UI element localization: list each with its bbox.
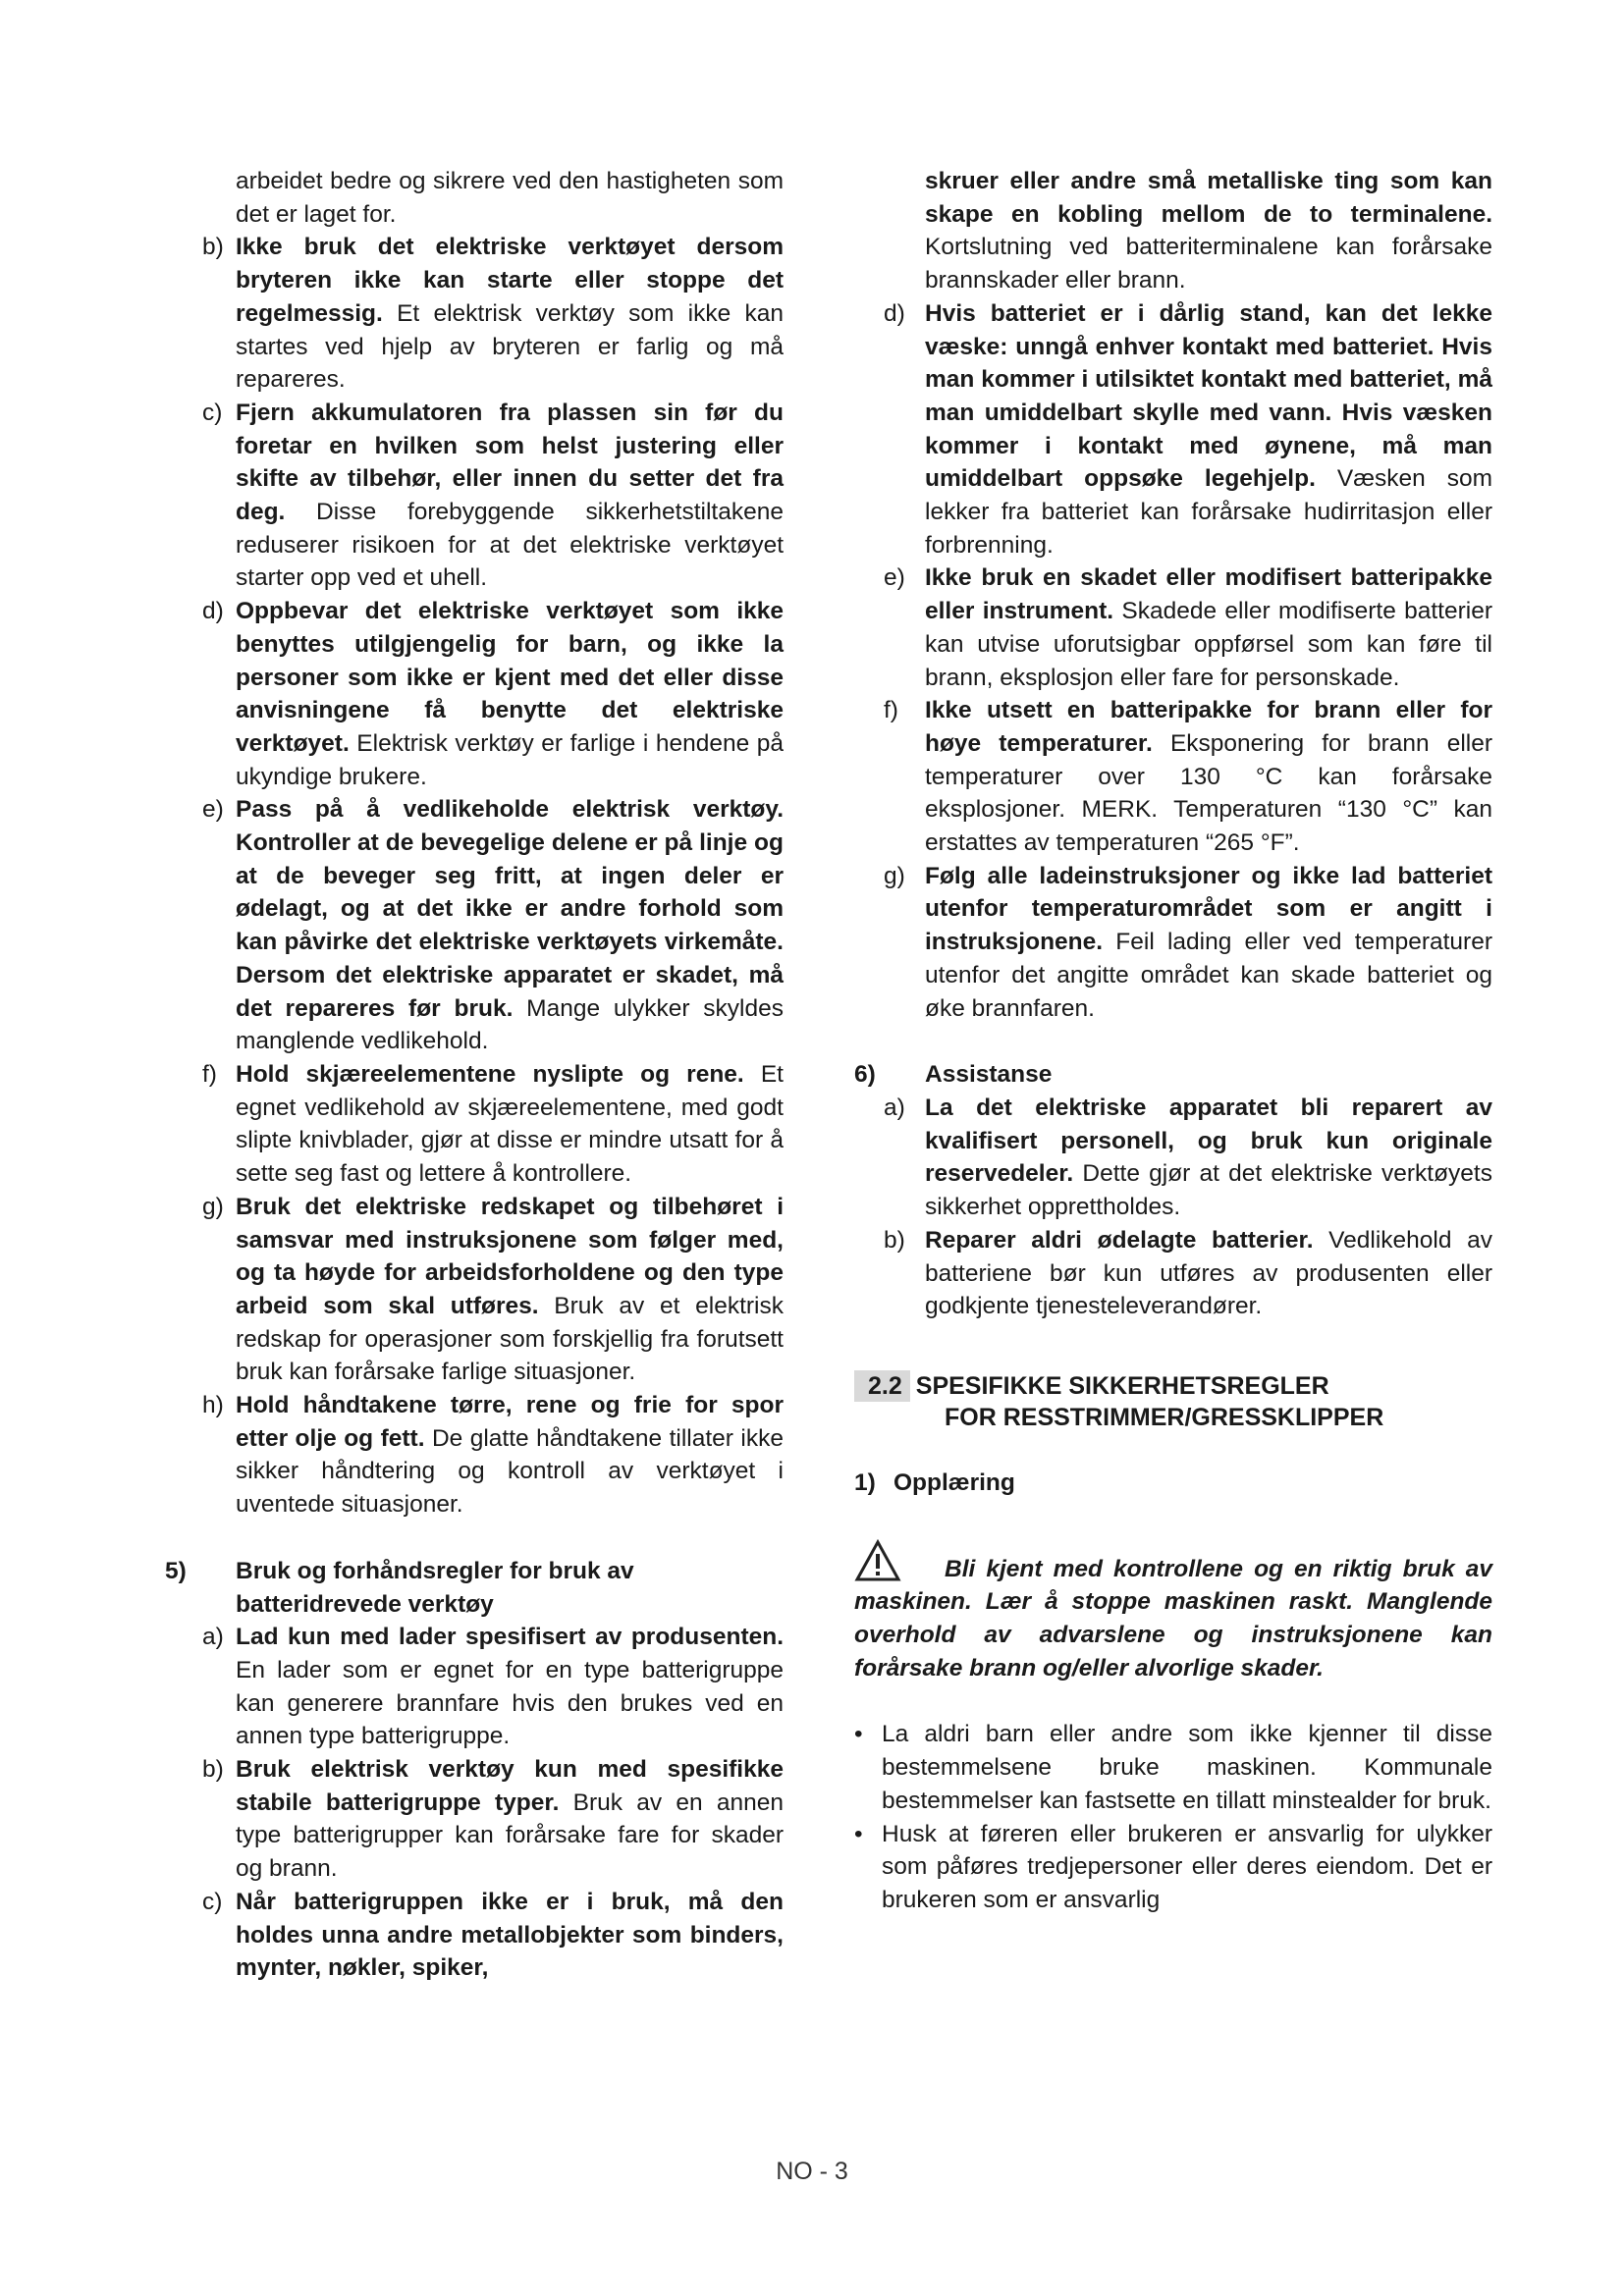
section-title: Bruk og forhåndsregler for bruk av batteridrevede verktøy — [236, 1557, 634, 1618]
item-label: a) — [202, 1624, 224, 1651]
section-heading-2-2 — [854, 1370, 1492, 1433]
bold-text: Ikke utsett en batteripakke for brann eller for høye temperaturer. — [925, 697, 1492, 757]
section-title: Opplæring — [893, 1468, 1015, 1496]
paragraph: arbeidet bedre og sikrere ved den hastigheten som det er laget for. — [236, 168, 784, 228]
body-text: Dette gjør at det elektriske verktøyets sikkerhet opprettholdes. — [925, 1160, 1492, 1221]
bold-text: Pass på å vedlikeholde elektrisk verktøy. Kontroller at de bevegelige delene er på linje og at de beveger seg fritt, at ingen deler er ødelagt, og at det ikke er andre forhold som kan påvirke det elektriske verktøyets virkemåte. Dersom det elektriske apparatet er skadet, må det repareres før bruk. — [236, 796, 784, 1022]
bullet-text: La aldri barn eller andre som ikke kjenner til disse bestemmelsene bruke maskinen. Kommunale bestemmelser kan fastsette en tillatt minstealder for bruk. — [882, 1721, 1492, 1814]
body-text: Væsken som lekker fra batteriet kan forårsake hudirritasjon eller forbrenning. — [925, 465, 1492, 559]
section-heading-5 — [165, 1555, 784, 1621]
item-label: a) — [884, 1094, 905, 1121]
section-label: 6) — [854, 1061, 876, 1089]
bold-text: Bruk det elektriske redskapet og tilbehøret i samsvar med instruksjonene som følger med, og ta høyde for arbeidsforholdene og den type arbeid som skal utføres. — [236, 1193, 784, 1319]
warning-paragraph — [854, 1539, 1492, 1685]
bold-text: Hold skjæreelementene nyslipte og rene. — [236, 1060, 744, 1088]
right-column — [854, 165, 1492, 1917]
bullet-icon: • — [854, 1820, 863, 1847]
body-text: De glatte håndtakene tillater ikke sikker håndtering og kontroll av verktøyet i uventede situasjoner. — [236, 1424, 784, 1519]
item-label: h) — [202, 1392, 224, 1419]
list-item — [194, 793, 784, 1058]
list-item — [854, 561, 1492, 694]
list-item — [194, 595, 784, 793]
item-label: e) — [884, 564, 905, 592]
list-item — [194, 231, 784, 397]
item-label: g) — [884, 862, 905, 889]
bold-text: Ikke bruk en skadet eller modifisert batteripakke eller instrument. — [925, 564, 1492, 625]
bold-text: Lad kun med lader spesifisert av produsenten. — [236, 1624, 784, 1651]
bullet-item — [854, 1818, 1492, 1917]
body-text: En lader som er egnet for en type batterigruppe kan generere brannfare hvis den brukes ved en annen type batterigruppe. — [236, 1656, 784, 1750]
body-text: Et egnet vedlikehold av skjæreelementene, med godt slipte knivblader, gjør at disse er mindre utsatt for å sette seg fast og lettere å kontrollere. — [236, 1060, 784, 1188]
section-number: 2.2 — [854, 1370, 910, 1402]
warning-text: Bli kjent med kontrollene og en riktig bruk av maskinen. Lær å stoppe maskinen raskt. Manglende overhold av advarslene og instruksjonene kan forårsake brann og/eller alvorlige skader. — [854, 1555, 1492, 1682]
item-label: b) — [884, 1226, 905, 1254]
body-text: Kortslutning ved batteriterminalene kan forårsake brannskader eller brann. — [925, 234, 1492, 294]
body-text: Et elektrisk verktøy som ikke kan startes ved hjelp av bryteren er farlig og må repareres. — [236, 299, 784, 394]
heading-line-1: SPESIFIKKE SIKKERHETSREGLER — [915, 1371, 1329, 1400]
item-label: d) — [202, 598, 224, 625]
item-label: c) — [202, 399, 223, 426]
body-text: Feil lading eller ved temperaturer utenfor det angitte området kan skade batteriet og øke brannfaren. — [925, 929, 1492, 1022]
bullet-icon: • — [854, 1721, 863, 1748]
bold-text: Fjern akkumulatoren fra plassen sin før du foretar en hvilken som helst justering eller skifte av tilbehør, eller innen du setter det fra deg. — [236, 399, 784, 526]
body-text: Skadede eller modifiserte batterier kan utvise uforutsigbar oppførsel som kan føre til brann, eksplosjon eller fare for personskade. — [925, 598, 1492, 691]
page-number: NO - 3 — [776, 2158, 848, 2185]
body-text: Bruk av et elektrisk redskap for operasjoner som forskjellig fra forutsett bruk kan forårsake farlige situasjoner. — [236, 1292, 784, 1386]
item-label: b) — [202, 234, 224, 261]
bold-text: Når batterigruppen ikke er i bruk, må den holdes unna andre metallobjekter som binders, mynter, nøkler, spiker, — [236, 1888, 784, 1982]
bold-text: Ikke bruk det elektriske verktøyet dersom bryteren ikke kan starte eller stoppe det regelmessig. — [236, 234, 784, 327]
list-item — [194, 1389, 784, 1522]
list-item — [194, 1886, 784, 1985]
list-item — [854, 694, 1492, 860]
body-text: Disse forebyggende sikkerhetstiltakene reduserer risikoen for at det elektriske verktøyet starter opp ved et uhell. — [236, 499, 784, 592]
section-label: 1) — [854, 1468, 876, 1496]
body-text: Elektrisk verktøy er farlige i hendene på ukyndige brukere. — [236, 729, 784, 790]
body-text: Bruk av en annen type batterigrupper kan forårsake fare for skader og brann. — [236, 1789, 784, 1883]
list-item — [194, 1753, 784, 1886]
item-label: e) — [202, 796, 224, 824]
section-heading-1 — [854, 1467, 1492, 1500]
bold-text: Følg alle ladeinstruksjoner og ikke lad batteriet utenfor temperaturområdet som er angitt i instruksjonene. — [925, 862, 1492, 956]
left-column — [165, 165, 784, 1985]
section-heading-6 — [854, 1058, 1492, 1092]
item-label: g) — [202, 1193, 224, 1220]
bold-text: Bruk elektrisk verktøy kun med spesifikke stabile batterigruppe typer. — [236, 1756, 784, 1816]
bullet-text: Husk at føreren eller brukeren er ansvarlig for ulykker som påføres tredjepersoner eller deres eiendom. Det er brukeren som er ansvarlig — [882, 1820, 1492, 1913]
section-label: 5) — [165, 1557, 187, 1584]
section-title: Assistanse — [925, 1061, 1053, 1089]
list-item — [854, 297, 1492, 562]
bold-text: La det elektriske apparatet bli reparert av kvalifisert personell, og bruk kun originale reservedeler. — [925, 1094, 1492, 1188]
list-item — [854, 860, 1492, 1026]
list-item — [194, 1058, 784, 1191]
bullet-item — [854, 1718, 1492, 1817]
warning-triangle-icon — [854, 1556, 945, 1582]
bold-text: skruer eller andre små metalliske ting som kan skape en kobling mellom de to terminalene. — [925, 168, 1492, 228]
item-label: b) — [202, 1756, 224, 1784]
list-item — [854, 1092, 1492, 1224]
item-label: d) — [884, 299, 905, 327]
bold-text: Reparer aldri ødelagte batterier. — [925, 1226, 1314, 1254]
item-label: f) — [202, 1060, 217, 1088]
list-item — [194, 397, 784, 595]
list-item — [854, 1224, 1492, 1323]
paragraph — [854, 165, 1492, 297]
item-label: c) — [202, 1888, 223, 1915]
bold-text: Oppbevar det elektriske verktøyet som ikke benyttes utilgjengelig for barn, og ikke la personer som ikke er kjent med det eller disse anvisningene få benytte det elektriske verktøyet. — [236, 598, 784, 757]
bold-text: Hvis batteriet er i dårlig stand, kan det lekke væske: unngå enhver kontakt med batteriet. Hvis man kommer i utilsiktet kontakt med batteriet, må man umiddelbart skylle med vann. Hvis væsken kommer i kontakt med øynene, må man umiddelbart oppsøke legehjelp. — [925, 299, 1492, 493]
item-label: f) — [884, 697, 898, 724]
body-text: Vedlikehold av batteriene bør kun utføres av produsenten eller godkjente tjenesteleverandører. — [925, 1226, 1492, 1320]
heading-line-2: FOR RESSTRIMMER/GRESSKLIPPER — [945, 1403, 1384, 1431]
list-item — [194, 1621, 784, 1753]
body-text: Eksponering for brann eller temperaturer over 130 °C kan forårsake eksplosjoner. MERK. Temperaturen “130 °C” kan erstattes av temperaturen “265 °F”. — [925, 729, 1492, 857]
list-item — [194, 1191, 784, 1389]
bold-text: Hold håndtakene tørre, rene og frie for spor etter olje og fett. — [236, 1392, 784, 1452]
body-text: Mange ulykker skyldes manglende vedlikehold. — [236, 994, 784, 1055]
